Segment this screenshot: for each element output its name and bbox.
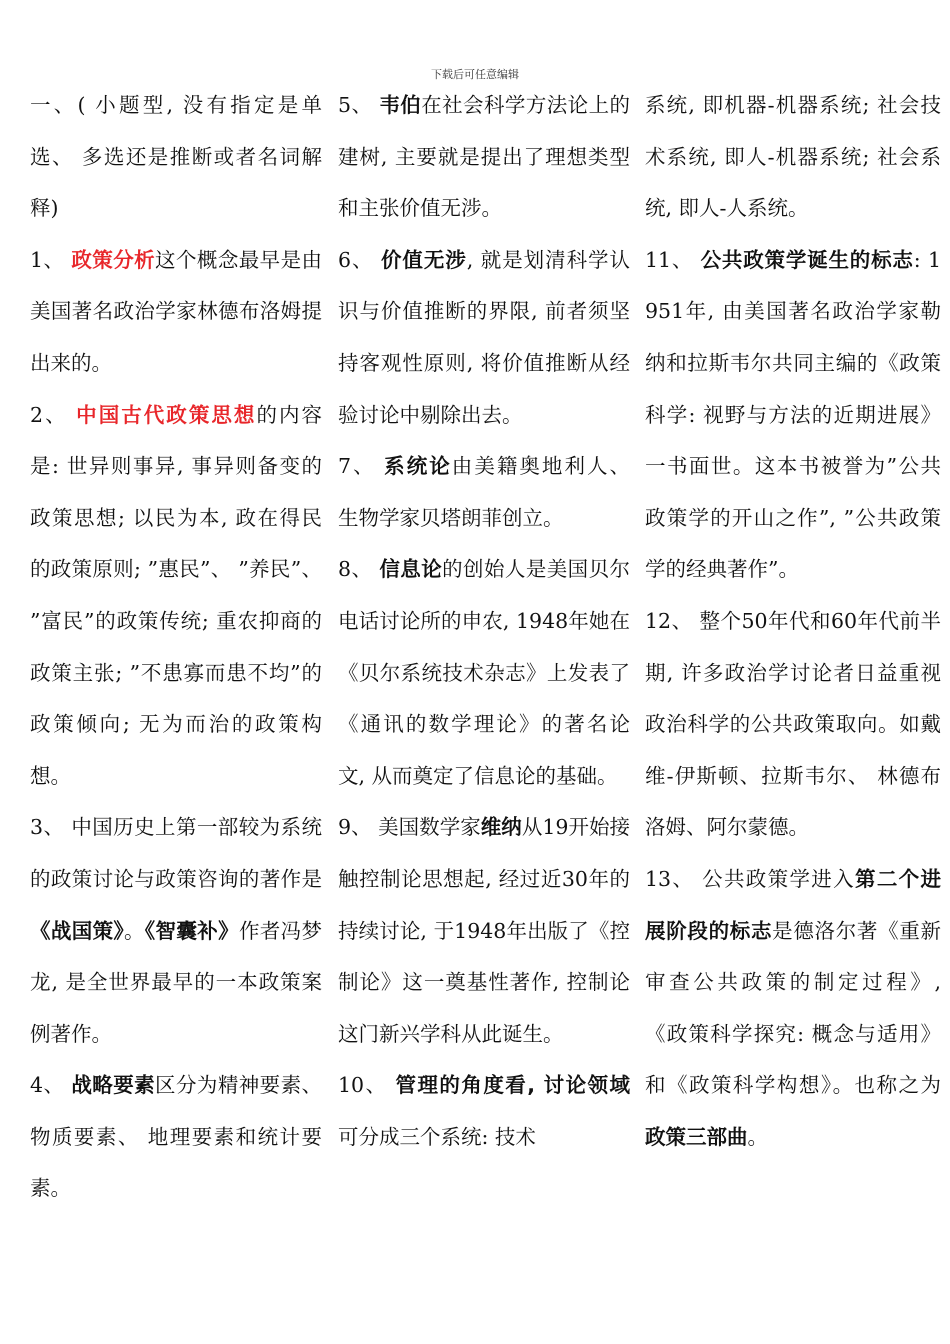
text-segment: 的内容是: 世异则事异, 事异则备变的政策思想; 以民为本, 政在得民的政策原则; ”惠民”、 ”养民”、 ”富民”的政策传统; 重农抑商的政策主张; ”不患寡而患不均”的政策倾向; 无为而治的政策构想。	[30, 402, 323, 788]
paragraph	[645, 596, 941, 854]
emphasis-text: 信息论	[379, 557, 443, 582]
text-segment: 可分成三个系统: 技术	[338, 1124, 536, 1149]
emphasis-text: 政策三部曲	[645, 1124, 748, 1149]
emphasis-text: 韦伯	[379, 93, 422, 117]
text-segment: 由美籍奥地利人、 生物学家贝塔朗菲创立。	[338, 454, 631, 530]
emphasis-text: 第二个进展阶段的标志	[645, 866, 941, 943]
emphasis-text: 《战国策》	[30, 918, 125, 943]
text-segment: 这个概念最早是由美国著名政治学家林德布洛姆提出来的。	[30, 247, 323, 375]
text-segment: 4、	[30, 1073, 72, 1098]
text-segment: 2、	[30, 402, 77, 427]
paragraph	[30, 235, 322, 390]
text-segment: 系统, 即机器-机器系统; 社会技术系统, 即人-机器系统; 社会系统, 即人-人系统。	[645, 93, 941, 221]
text-segment: 。	[124, 918, 145, 943]
paragraph	[338, 802, 630, 1060]
text-segment: 3、 中国历史上第一部较为系统的政策讨论与政策咨询的著作是	[30, 815, 322, 891]
text-segment: 一、( 小题型, 没有指定是单选、 多选还是推断或者名词解释)	[30, 93, 322, 221]
emphasis-text: 维纳	[480, 815, 522, 840]
emphasis-text: 管理的角度看, 讨论领域	[395, 1073, 630, 1098]
emphasis-text: 中国古代政策思想	[76, 402, 257, 427]
paragraph	[30, 390, 322, 803]
page-header: 下载后可任意编辑	[431, 68, 519, 81]
text-segment: 。	[747, 1124, 768, 1149]
paragraph	[338, 80, 630, 235]
emphasis-text: 《智囊补》	[144, 918, 239, 943]
paragraph	[30, 802, 322, 1060]
paragraph	[338, 544, 630, 802]
text-segment: 7、	[338, 454, 385, 479]
text-segment: 在社会科学方法论上的建树, 主要就是提出了理想类型和主张价值无涉。	[338, 93, 631, 221]
emphasis-text: 系统论	[384, 454, 452, 479]
emphasis-text: 价值无涉	[380, 247, 467, 272]
text-segment: 13、 公共政策学进入	[645, 866, 855, 891]
emphasis-text: 战略要素	[71, 1073, 156, 1098]
emphasis-text: 政策分析	[71, 247, 156, 272]
paragraph	[30, 1060, 322, 1215]
column-middle	[338, 80, 630, 1163]
emphasis-text: 公共政策学诞生的标志	[700, 247, 914, 272]
text-segment: 9、 美国数学家	[338, 815, 481, 840]
column-left	[30, 80, 322, 1215]
text-segment: 10、	[338, 1073, 396, 1098]
text-segment: 1、	[30, 247, 72, 272]
paragraph	[645, 80, 941, 235]
text-segment: 是德洛尔著《重新审查公共政策的制定过程》, 《政策科学探究: 概念与适用》和《政策科学构想》。也称之为	[645, 918, 942, 1098]
text-segment: 5、	[338, 93, 380, 117]
paragraph	[645, 235, 941, 596]
text-segment: 12、 整个50年代和60年代前半期, 许多政治学讨论者日益重视政治科学的公共政策取向。如戴维-伊斯顿、拉斯韦尔、 林德布洛姆、阿尔蒙德。	[645, 608, 941, 840]
paragraph	[645, 854, 941, 1164]
paragraph	[338, 235, 630, 441]
text-segment: 8、	[338, 557, 380, 582]
paragraph	[30, 80, 322, 235]
text-segment: 6、	[338, 247, 381, 272]
text-segment: 从19开始接触控制论思想起, 经过近30年的持续讨论, 于1948年出版了《控制论》这一奠基性著作, 控制论这门新兴学科从此诞生。	[338, 815, 631, 1046]
text-segment: : 1951年, 由美国著名政治学家勒纳和拉斯韦尔共同主编的《政策科学: 视野与方法的近期进展》一书面世。这本书被誉为”公共政策学的开山之作”, ”公共政策学的经典著作”。	[645, 247, 942, 582]
paragraph	[338, 441, 630, 544]
text-segment: 11、	[645, 247, 701, 272]
paragraph	[338, 1060, 630, 1163]
text-segment: , 就是划清科学认识与价值推断的界限, 前者须坚持客观性原则, 将价值推断从经验讨论中剔除出去。	[338, 247, 630, 427]
text-segment: 作者冯梦龙, 是全世界最早的一本政策案例著作。	[30, 918, 323, 1046]
text-segment: 区分为精神要素、 物质要素、 地理要素和统计要素。	[30, 1073, 323, 1201]
text-segment: 的创始人是美国贝尔电话讨论所的申农, 1948年她在《贝尔系统技术杂志》上发表了《通讯的数学理论》的著名论文, 从而奠定了信息论的基础。	[338, 557, 631, 788]
column-right	[645, 80, 941, 1163]
